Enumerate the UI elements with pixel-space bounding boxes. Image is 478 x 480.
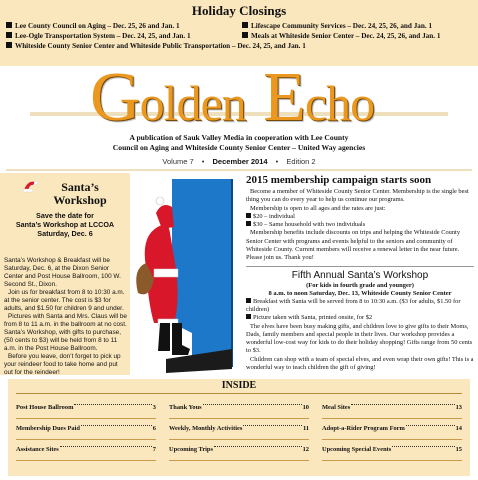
divider <box>16 393 462 394</box>
holiday-closings-banner <box>0 0 478 66</box>
right-column <box>246 173 474 375</box>
square-bullet-icon <box>246 221 251 226</box>
fifth-annual-headline: Fifth Annual Santa’s Workshop <box>291 269 429 281</box>
holiday-item: Lee-Ogle Transportation System – Dec. 24, 25, and Jan. 1 <box>6 31 238 41</box>
toc-item[interactable]: Adopt-a-Rider Program Form 14 <box>322 419 462 440</box>
toc-item[interactable]: Meal Sites 13 <box>322 398 462 419</box>
holiday-item: Lifescape Community Services – Dec. 24, 25, 26, and Jan. 1 <box>242 21 474 31</box>
toc-item[interactable]: Thank Yous 10 <box>169 398 309 419</box>
square-bullet-icon <box>246 213 251 218</box>
square-bullet-icon <box>6 42 12 48</box>
publication-line: A publication of Sauk Valley Media in cooperation with Lee County Council on Aging and Whiteside County Senior Center – United Way agencies <box>112 133 366 152</box>
rate-item: $30 – Same household with two individuals <box>246 221 474 229</box>
square-bullet-icon <box>6 22 12 28</box>
square-bullet-icon <box>242 32 248 38</box>
holiday-item: Lee County Council on Aging – Dec. 25, 26 and Jan. 1 <box>6 21 238 31</box>
square-bullet-icon <box>6 32 12 38</box>
holiday-item: Meals at Whiteside Senior Center – Dec. 24, 25, 26, and Jan. 1 <box>242 31 474 41</box>
fifth-annual-subheading: (For kids in fourth grade and younger) <box>306 281 414 289</box>
fifth-annual-article: Breakfast with Santa will be served from 8 to 10:30 a.m. ($3 for adults, $1.50 for children) Picture taken with Santa, printed onsite, for $2 The elves have been busy making gifts, and children love to give gifts to their Moms, Dads, family members and special people in their lives. Our workshop provides a wonderful low-cost way for kids to do their holiday shopping! Gifts range from 50 cents to $3. Children can shop with a team of special elves, and even wrap their own gifts! This is a wonderful way to teach children the gift of giving! <box>246 297 474 372</box>
toc-item[interactable]: Membership Dues Paid 6 <box>16 419 156 440</box>
fifth-annual-date: 8 a.m. to noon Saturday, Dec. 13, Whiteside County Senior Center <box>268 289 452 297</box>
save-the-date-heading: Save the date for Santa’s Workshop at LCCOA Saturday, Dec. 6 <box>15 211 115 238</box>
golden-echo-logo: Golden Echo <box>90 59 375 136</box>
santas-workshop-box <box>0 173 130 375</box>
square-bullet-icon <box>246 314 251 319</box>
square-bullet-icon <box>242 22 248 28</box>
event-item: Picture taken with Santa, printed onsite, for $2 <box>246 314 474 322</box>
inside-title: INSIDE <box>221 380 257 391</box>
holiday-item: Whiteside County Senior Center and Whiteside Public Transportation – Dec. 24, 25, and Jan. 1 <box>6 41 474 51</box>
issue-date: December 2014 <box>212 157 268 166</box>
volume-line: Volume 7 • December 2014 • Edition 2 <box>162 157 316 166</box>
santa-door-illustration <box>132 173 242 375</box>
toc-item[interactable]: Upcoming Special Events 15 <box>322 440 462 461</box>
divider <box>6 169 472 171</box>
masthead <box>0 59 478 136</box>
membership-article: Become a member of Whiteside County Senior Center. Membership is the single best thing you can do every year to help us continue our programs. Membership is open to all ages and the rates are just: $20 – individual $30 – Same household with two individuals Membership benefits include discounts on trips and helping the Whiteside County Senior Center with programs and events helpful to the seniors and community of Whiteside County. Current members will receive a renewal letter in the near future. Please join us. Thank you! <box>246 188 474 263</box>
membership-headline: 2015 membership campaign starts soon <box>246 174 432 186</box>
toc-item[interactable]: Assistance Sites 7 <box>16 440 156 461</box>
volume-number: Volume 7 <box>162 157 194 166</box>
square-bullet-icon <box>246 298 251 303</box>
inside-contents-box <box>8 379 470 476</box>
toc-item[interactable]: Post House Ballroom 3 <box>16 398 156 419</box>
holiday-title: Holiday Closings <box>191 3 287 18</box>
divider <box>246 266 474 267</box>
save-the-date-body: Santa’s Workshop & Breakfast will be Saturday, Dec. 6, at the Dixon Senior Center and Post House Ballroom, 100 W. Second St., Dixon. Join us for breakfast from 8 to 10:30 a.m. at the senior center. The cost is $3 for adults, and $1.50 for children 9 and under. Pictures with Santa and Mrs. Claus will be from 8 to 11 a.m. in the ballroom at no cost. Santa’s Workshop, with gifts to purchase, (50 cents to $3) will be held from 8 to 11 a.m. in the Post House Ballroom. Before you leave, don’t forget to pick up your reindeer food to take home and put out for the reindeer! <box>4 257 127 376</box>
toc-item[interactable]: Upcoming Trips 12 <box>169 440 309 461</box>
event-item: Breakfast with Santa will be served from 8 to 10:30 a.m. ($3 for adults, $1.50 for children) <box>246 297 461 313</box>
rate-item: $20 – individual <box>246 213 474 221</box>
toc-item[interactable]: Weekly, Monthly Activities 11 <box>169 419 309 440</box>
santas-workshop-title: Santa’s Workshop <box>53 180 107 207</box>
edition-number: Edition 2 <box>286 157 316 166</box>
